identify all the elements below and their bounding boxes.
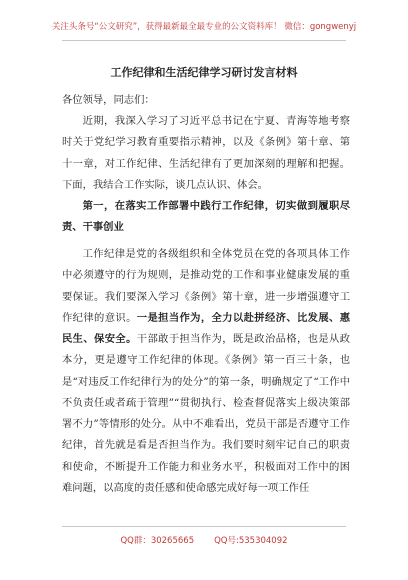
footer-qq-number: QQ号:535304092	[214, 536, 288, 546]
paragraph-work-discipline	[62, 244, 350, 499]
header-divider	[62, 40, 346, 41]
section-heading-1: 第一，在落实工作部署中践行工作纪律，切实做到履职尽责、干事创业	[62, 200, 350, 234]
footer	[0, 534, 408, 546]
document-title: 工作纪律和生活纪律学习研讨发言材料	[110, 66, 298, 79]
footer-divider	[62, 526, 346, 527]
header-note: 关注头条号“公文研究”，获得最新最全最专业的公文资料库！ 微信：gongwenyj	[51, 22, 357, 32]
paragraph-text-a: 工作纪律是党的各级组织和全体党员在党的各项具体工作中必须遵守的行为规则，是推动党的工作和事业健康发展的重要保证。我们要深入学习《条例》第十章，进一步增强遵守工作纪律的意识。	[62, 248, 350, 324]
greeting: 各位领导，同志们：	[62, 94, 155, 106]
paragraph-emphasis: 一是担当作为，全力以赴拼经济、比发展、惠民生、保安全。	[62, 311, 351, 345]
footer-qq-group: QQ群：30265665	[120, 536, 195, 546]
paragraph-intro: 近期，我深入学习了习近平总书记在宁夏、青海等地考察时关于党纪学习教育重要指示精神，以及《条例》第十章、第十一章，对工作纪律、生活纪律有了更加深刻的理解和把握。下面，我结合工作实际，谈几点认识、体会。	[62, 115, 350, 191]
paragraph-text-b: 干部敢于担当作为，既是政治品格，也是从政本分，更是遵守工作纪律的体现。《条例》第一百三十条，也是“对违反工作纪律行为的处分”的第一条，明确规定了“工作中不负责任或者疏于管理”“贯彻执行、检查督促落实上级决策部署不力”等情形的处分。从中不难看出，党员干部是否遵守工作纪律，首先就是看是否担当作为。我们要时刻牢记自己的职责和使命，不断提升工作能力和业务水平，积极面对工作中的困难问题，以高度的责任感和使命感完成好每一项工作任	[62, 333, 351, 494]
